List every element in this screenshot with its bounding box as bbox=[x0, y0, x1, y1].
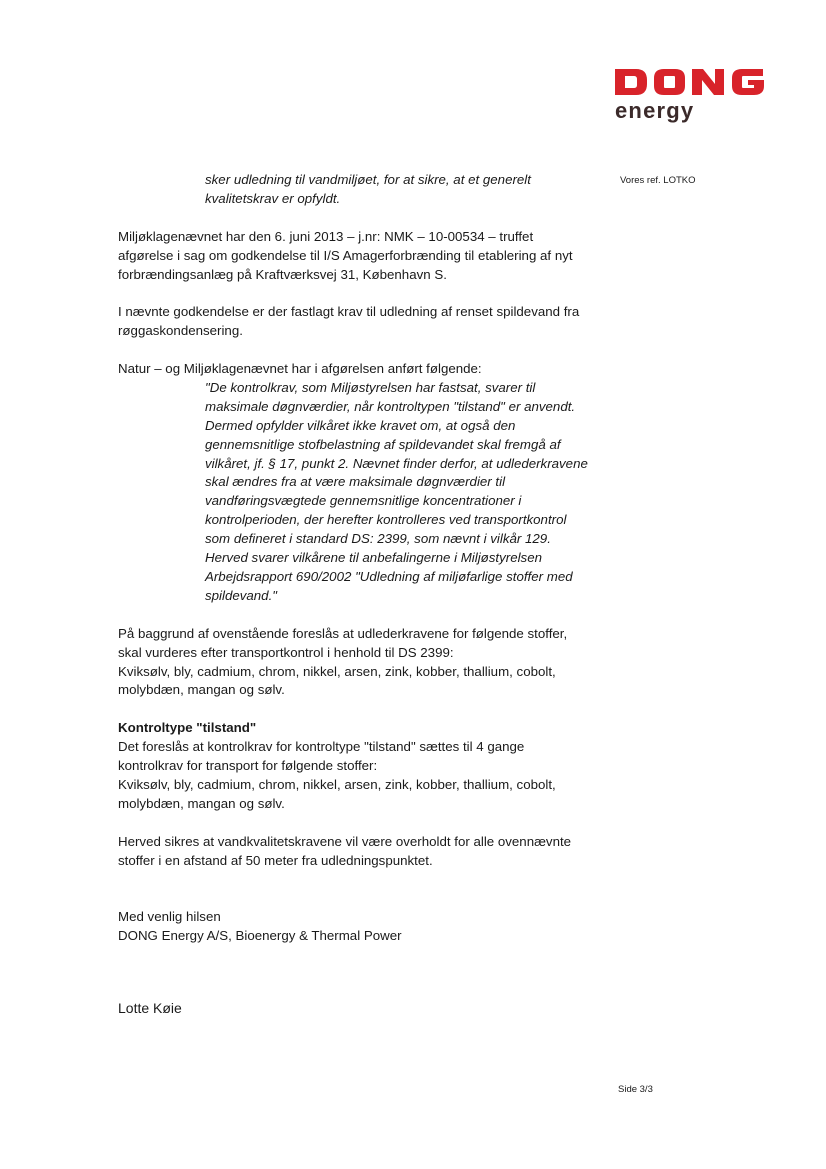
text-line: "De kontrolkrav, som Miljøstyrelsen har fastsat, svarer til bbox=[205, 379, 536, 395]
page-number: Side 3/3 bbox=[618, 1084, 653, 1095]
text-line: vilkåret, jf. § 17, punkt 2. Nævnet finder derfor, at udlederkravene bbox=[205, 455, 588, 471]
svg-text:energy: energy bbox=[615, 98, 695, 123]
text-line: spildevand." bbox=[205, 587, 277, 603]
text-line: kvalitetskrav er opfyldt. bbox=[205, 190, 341, 206]
text-line: Natur – og Miljøklagenævnet har i afgørelsen anført følgende: bbox=[118, 361, 482, 377]
text-line: Kviksølv, bly, cadmium, chrom, nikkel, arsen, zink, kobber, thallium, cobolt, bbox=[118, 776, 556, 792]
text-line: Herved svarer vilkårene til anbefalingerne i Miljøstyrelsen bbox=[205, 550, 542, 566]
signature-name: Lotte Køie bbox=[118, 999, 182, 1016]
text-line: I nævnte godkendelse er der fastlagt krav til udledning af renset spildevand fra bbox=[118, 304, 580, 320]
letter-body bbox=[118, 171, 618, 1018]
text-line: gennemsnitlige stofbelastning af spildevandet skal fremgå af bbox=[205, 436, 561, 452]
text-line: Arbejdsrapport 690/2002 "Udledning af miljøfarlige stoffer med bbox=[205, 568, 573, 584]
closing-greeting: Med venlig hilsen bbox=[118, 909, 221, 925]
text-line: skal ændres fra at være maksimale døgnværdier til bbox=[205, 474, 506, 490]
text-line: molybdæn, mangan og sølv. bbox=[118, 795, 285, 811]
reference-label: Vores ref. LOTKO bbox=[620, 175, 696, 186]
board-quote bbox=[205, 379, 618, 606]
logo-word-energy bbox=[612, 124, 613, 125]
paragraph-proposal bbox=[118, 625, 618, 701]
text-line: Herved sikres at vandkvalitetskravene vil være overholdt for alle ovennævnte bbox=[118, 833, 572, 849]
text-line: Kviksølv, bly, cadmium, chrom, nikkel, arsen, zink, kobber, thallium, cobolt, bbox=[118, 663, 556, 679]
dong-energy-logo bbox=[612, 66, 776, 124]
text-line: som defineret i standard DS: 2399, som nævnt i vilkår 129. bbox=[205, 531, 551, 547]
text-line: maksimale døgnværdier, når kontroltypen "tilstand" er anvendt. bbox=[205, 398, 576, 414]
text-line: skal vurderes efter transportkontrol i henhold til DS 2399: bbox=[118, 644, 454, 660]
text-line: stoffer i en afstand af 50 meter fra udledningspunktet. bbox=[118, 852, 433, 868]
section-kontroltype bbox=[118, 719, 618, 814]
paragraph-decision bbox=[118, 228, 618, 285]
paragraph-conclusion bbox=[118, 833, 618, 871]
text-line: molybdæn, mangan og sølv. bbox=[118, 682, 285, 698]
text-line: forbrændingsanlæg på Kraftværksvej 31, København S. bbox=[118, 266, 447, 282]
text-line: afgørelse i sag om godkendelse til I/S Amagerforbrænding til etablering af nyt bbox=[118, 247, 573, 263]
paragraph-board-statement bbox=[118, 360, 618, 606]
closing-company: DONG Energy A/S, Bioenergy & Thermal Power bbox=[118, 928, 402, 944]
text-line: kontrolperioden, der herefter kontrolleres ved transportkontrol bbox=[205, 512, 567, 528]
text-line: sker udledning til vandmiljøet, for at sikre, at et generelt bbox=[205, 172, 531, 187]
logo-graphic bbox=[612, 66, 776, 124]
text-line: vandføringsvægtede gennemsnitlige koncentrationer i bbox=[205, 493, 522, 509]
paragraph-requirements bbox=[118, 303, 618, 341]
closing bbox=[118, 908, 618, 946]
section-heading: Kontroltype "tilstand" bbox=[118, 720, 257, 736]
text-line: kontrolkrav for transport for følgende stoffer: bbox=[118, 758, 378, 774]
text-line: Dermed opfylder vilkåret ikke kravet om, at også den bbox=[205, 417, 516, 433]
text-line: Det foreslås at kontrolkrav for kontroltype "tilstand" sættes til 4 gange bbox=[118, 739, 525, 755]
text-line: Miljøklagenævnet har den 6. juni 2013 – j.nr: NMK – 10-00534 – truffet bbox=[118, 228, 534, 244]
logo-word-dong bbox=[612, 124, 613, 125]
intro-quote bbox=[205, 171, 618, 209]
text-line: røggaskondensering. bbox=[118, 323, 243, 339]
text-line: På baggrund af ovenstående foreslås at udlederkravene for følgende stoffer, bbox=[118, 625, 568, 641]
